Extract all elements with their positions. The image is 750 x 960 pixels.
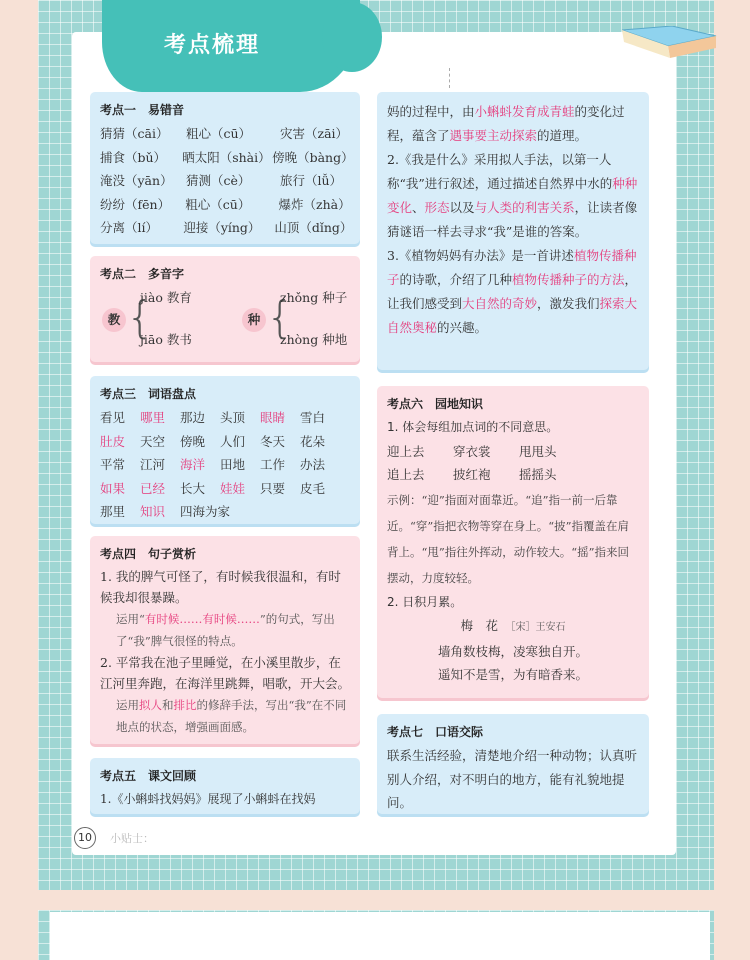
k4-n2b: 的修辞手法，写出“我”在不同地点的状态，增强画面感。 [116, 698, 347, 734]
k1-item: 灾害（zāi） [280, 126, 349, 141]
k3-row [100, 477, 350, 501]
k5-continued-card [377, 92, 649, 370]
k1-row [100, 193, 350, 217]
k2-c2a: zhǒng 种子 [280, 290, 348, 305]
k3-word: 那里 [100, 504, 126, 519]
k6-card [377, 386, 649, 698]
k7-text: 联系生活经验，清楚地介绍一种动物；认真听别人介绍，对不明白的地方，能有礼貌地提问。 [387, 748, 638, 810]
k3-row [100, 453, 350, 477]
k4-card [90, 536, 360, 744]
k5-highlight: 植物传播种子 [387, 248, 637, 287]
k1-row [100, 169, 350, 193]
k6-word-row [387, 440, 639, 464]
k6-q1: 1. 体会每组加点词的不同意思。 [387, 420, 559, 434]
k3-word: 工作 [260, 457, 286, 472]
k5-p2b: 以及 [449, 200, 475, 215]
footer-tip: 小贴士： [110, 832, 154, 845]
k5-p3d: ，激发我们 [537, 296, 600, 311]
k3-word: 傍晚 [180, 433, 206, 449]
k1-item: 爆炸（zhà） [278, 196, 351, 212]
k3-word: 雪白 [300, 410, 326, 425]
k2-c1a: jiào 教育 [140, 290, 192, 305]
k5-highlight: 遇事要主动探索 [449, 128, 538, 143]
k4-n1a: 运用“ [116, 612, 145, 626]
k5-p3b: 的诗歌，介绍了几种 [399, 272, 513, 287]
k3-word: 冬天 [260, 433, 286, 449]
k3-row [100, 500, 350, 524]
k6-word: 穿衣裳 [453, 443, 491, 459]
k5-p2 [387, 148, 639, 244]
k1-item: 迎接（yíng） [183, 220, 261, 235]
k3-word: 平常 [100, 457, 126, 472]
k3-word: 看见 [100, 410, 126, 425]
brace-icon: { [126, 292, 154, 343]
k5-p2a: 2.《我是什么》采用拟人手法，以第一人称“我”进行叙述，通过描述自然界中水的 [387, 152, 613, 191]
k5-p2c: ，让读者像猜谜语一样去寻求“我”是谁的答案。 [387, 200, 638, 239]
k2-char1: 教 [102, 308, 126, 332]
k3-word: 眼睛 [260, 410, 286, 425]
k4-s1: 1. 我的脾气可怪了，有时候我很温和，有时候我却很暴躁。 [100, 569, 341, 605]
k4-s2: 2. 平常我在池子里睡觉，在小溪里散步，在江河里奔跑，在海洋里跳舞，唱歌，开大会。 [100, 655, 351, 691]
poem-line: 遥知不是雪，为有暗香来。 [437, 667, 588, 682]
k2-title: 考点二 多音字 [100, 267, 185, 281]
k5-p1a: 妈的过程中，由 [387, 104, 475, 119]
k2-c2b: zhòng 种地 [280, 332, 348, 347]
k1-item: 纷纷（fēn） [100, 196, 171, 212]
k3-word: 田地 [220, 457, 246, 472]
k6-example: 示例：“迎”指面对面靠近。“追”指一前一后靠近。“穿”指把衣物等穿在身上。“披”指覆盖在肩背上。“甩”指往外挥动，动作较大。“摇”指来回摆动，力度较轻。 [387, 492, 630, 585]
k4-n2a: 运用 [116, 698, 139, 712]
k5-highlight: 植物传播种子的方法 [512, 272, 625, 287]
k1-item: 捕食（bǔ） [100, 149, 167, 165]
k1-item: 山顶（dǐng） [274, 220, 353, 235]
k2-card [90, 256, 360, 362]
k4-n1b: ”的句式，写出了“我”脾气很怪的特点。 [116, 612, 335, 648]
k2-c1b: jiāo 教书 [140, 332, 192, 347]
poem-author: ［宋］王安石 [510, 622, 566, 633]
k3-card [90, 376, 360, 524]
k3-word: 那边 [180, 410, 206, 425]
k1-item: 晒太阳（shài） [182, 149, 271, 165]
k3-word: 只要 [260, 480, 286, 496]
dashed-divider [449, 68, 450, 88]
k1-item: 淹没（yān） [100, 173, 173, 188]
k1-item: 猜猜（cāi） [100, 126, 169, 141]
k5-p3e: 的兴趣。 [437, 320, 488, 335]
k6-word-row [387, 463, 639, 487]
k3-word: 办法 [300, 457, 326, 472]
k2-body [100, 286, 350, 356]
k3-word: 江河 [140, 457, 166, 472]
k6-q2: 2. 日积月累。 [387, 594, 463, 609]
page-number: 10 [74, 827, 96, 849]
k1-card [90, 92, 360, 244]
k6-word: 披红袍 [453, 467, 491, 482]
k5-highlight: 大自然的奇妙 [462, 296, 538, 311]
brace-icon: { [266, 292, 294, 343]
k3-word: 长大 [180, 480, 206, 496]
k3-word: 花朵 [300, 433, 326, 449]
k5-highlight: 小蝌蚪发育成青蛙 [474, 104, 575, 119]
k5-p1c: 的道理。 [537, 128, 588, 143]
k5-p3a: 3.《植物妈妈有办法》是一首讲述 [387, 248, 574, 263]
k6-word: 迎上去 [387, 443, 425, 459]
k6-word: 甩甩头 [519, 443, 557, 459]
k1-row [100, 146, 354, 170]
book-illustration-icon [612, 26, 722, 60]
k7-title: 考点七 口语交际 [387, 725, 484, 739]
k5-p3c: ，让我们感受到 [387, 272, 638, 311]
k3-word: 已经 [140, 480, 166, 496]
k6-poem-heading [387, 614, 639, 640]
k3-title: 考点三 词语盘点 [100, 387, 197, 401]
k5-p3 [387, 244, 639, 340]
k5-p1b: 的变化过程，蕴含了 [387, 104, 625, 143]
k1-row [100, 216, 353, 240]
k1-item: 粗心（cū） [185, 196, 251, 212]
k5-card [90, 758, 360, 814]
k3-word: 海洋 [180, 457, 206, 472]
k5-highlight: 种种变化 [387, 176, 638, 215]
poem-line: 墙角数枝梅，凌寒独自开。 [437, 643, 588, 659]
k3-word: 四海为家 [180, 504, 231, 519]
k3-word: 头顶 [220, 410, 246, 425]
k6-title: 考点六 园地知识 [387, 397, 484, 411]
k1-item: 猜测（cè） [186, 173, 251, 188]
k5-highlight: 与人类的利害关系 [474, 200, 575, 215]
k6-word: 追上去 [387, 467, 425, 482]
k1-item: 傍晚（bàng） [272, 149, 354, 165]
k4-n2-highlight: 拟人 [139, 698, 162, 712]
k6-word: 摇摇头 [519, 467, 557, 482]
k1-item: 粗心（cū） [186, 126, 252, 141]
k4-n1 [100, 608, 350, 652]
k1-title: 考点一 易错音 [100, 103, 185, 117]
k1-item: 分离（lí） [100, 220, 158, 235]
k7-card [377, 714, 649, 814]
k5-p2sep: 、 [412, 200, 425, 215]
k5-s1: 1.《小蝌蚪找妈妈》展现了小蝌蚪在找妈 [100, 792, 316, 806]
k4-title: 考点四 句子赏析 [100, 547, 197, 561]
k4-n2mid: 和 [162, 698, 174, 712]
page-title: 考点梳理 [164, 33, 261, 58]
k3-word: 人们 [220, 433, 246, 449]
k3-word: 如果 [100, 480, 126, 496]
k5-highlight: 形态 [424, 200, 450, 215]
k5-title: 考点五 课文回顾 [100, 769, 197, 783]
k5-p1 [387, 100, 639, 148]
k1-row [100, 122, 350, 146]
next-page-sheet [50, 912, 710, 960]
k3-row [100, 430, 350, 454]
poem-title: 梅 花 [460, 618, 498, 633]
k3-word: 娃娃 [220, 480, 246, 496]
k3-word: 肚皮 [100, 433, 126, 449]
k3-word: 哪里 [140, 410, 166, 425]
k1-item: 旅行（lǚ） [280, 173, 343, 188]
k3-word: 知识 [140, 504, 166, 519]
k4-n1-highlight: 有时候……有时候…… [144, 612, 260, 626]
k4-n2 [100, 694, 350, 738]
k3-row [100, 406, 350, 430]
k4-n2-highlight: 排比 [173, 698, 197, 712]
k2-char2: 种 [242, 308, 266, 332]
k3-word: 皮毛 [300, 480, 326, 496]
k5-highlight: 探索大自然奥秘 [387, 296, 638, 335]
k3-word: 天空 [140, 433, 166, 449]
